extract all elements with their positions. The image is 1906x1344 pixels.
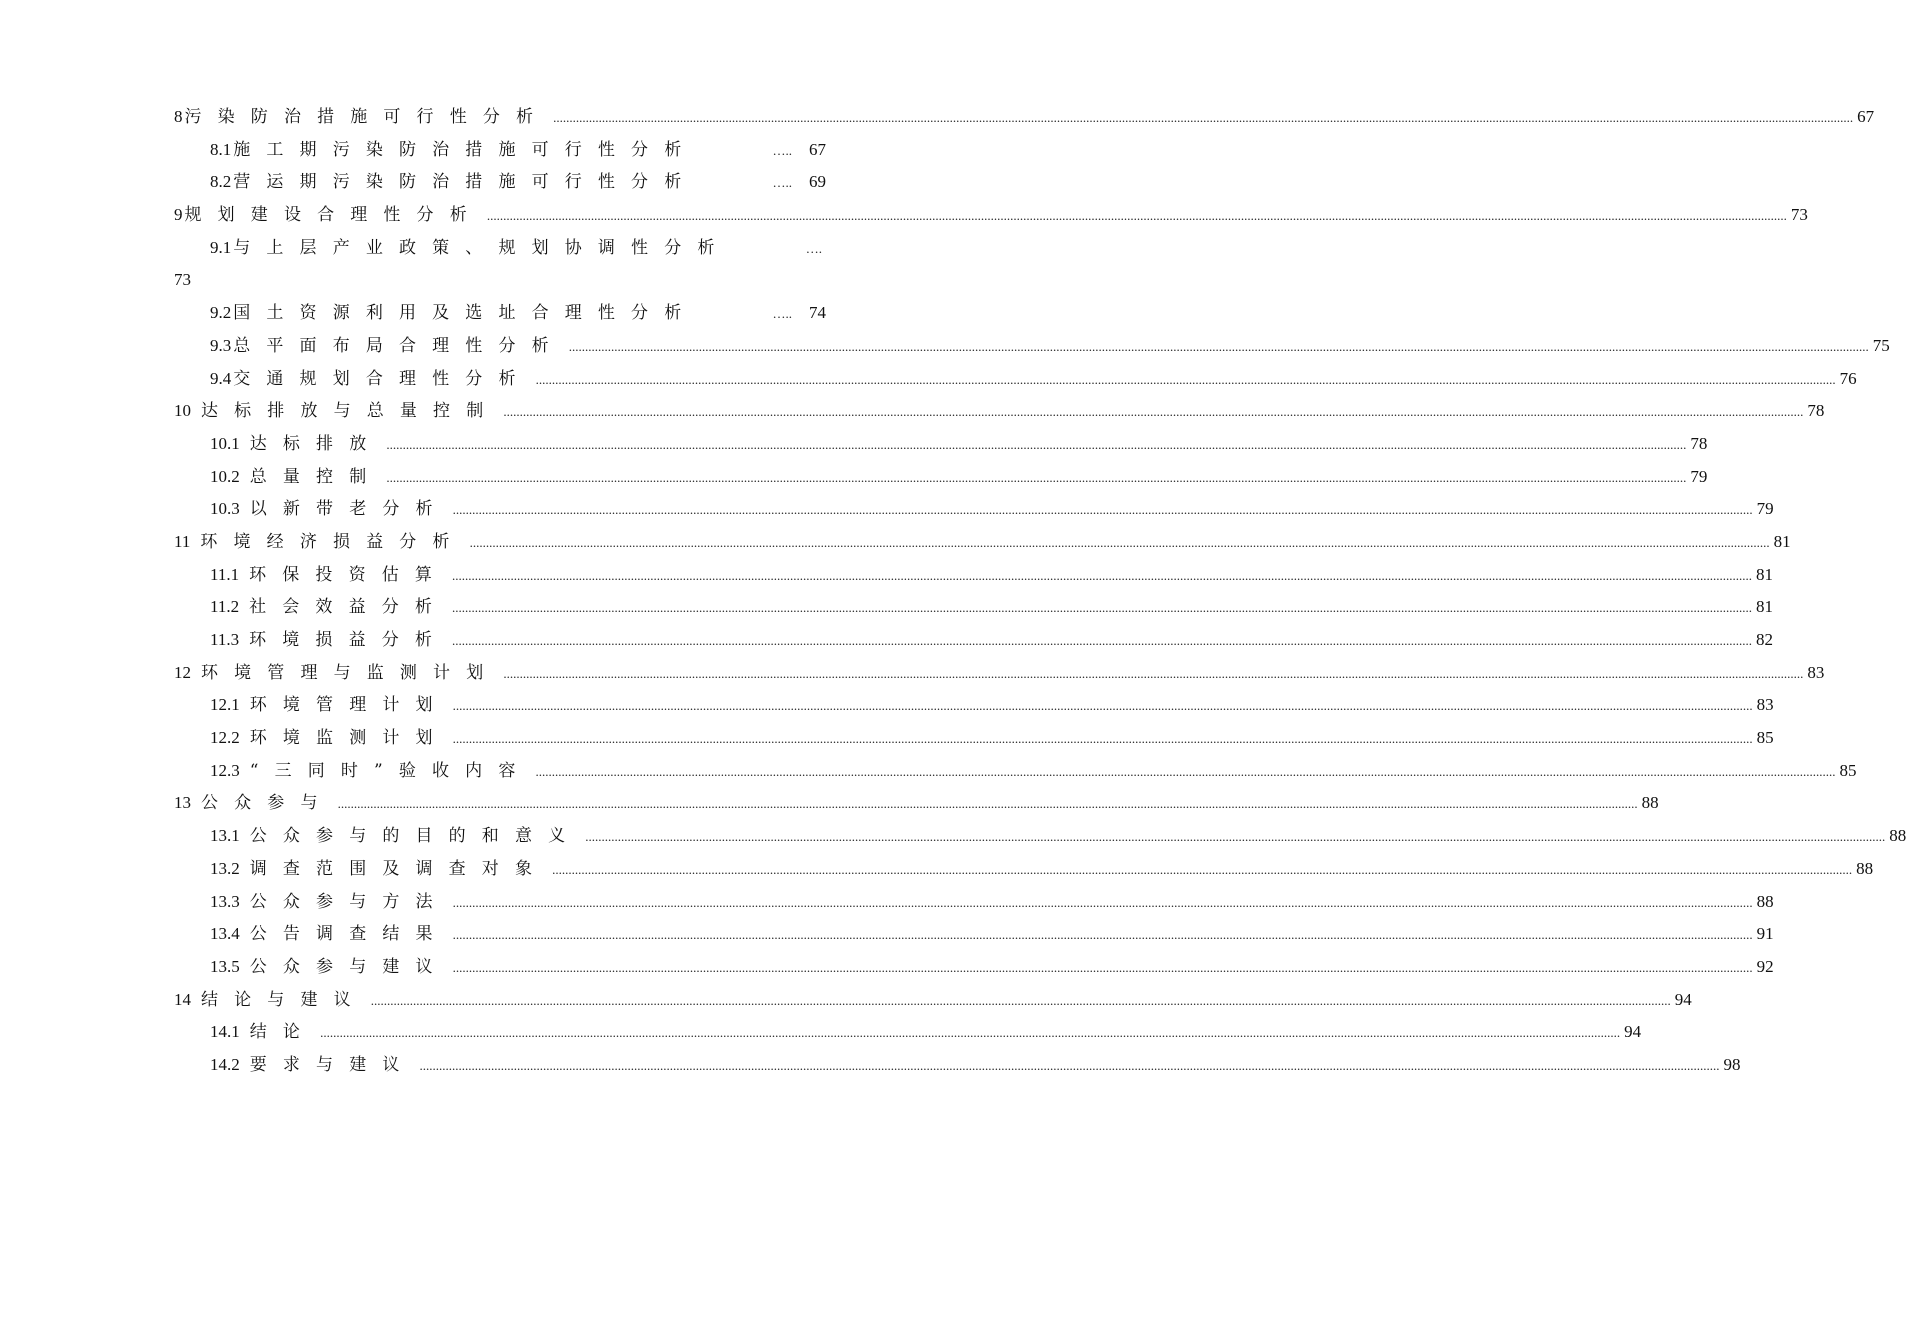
toc-entry-number: 10 — [174, 401, 191, 421]
toc-entry[interactable] — [174, 297, 826, 330]
toc-entry[interactable] — [174, 918, 1774, 951]
toc-entry-number: 11 — [174, 531, 191, 551]
toc-entry-title: 结论与建议 — [201, 989, 367, 1010]
toc-entry-title: 环境管理与监测计划 — [201, 662, 500, 683]
toc-entry[interactable] — [174, 101, 1875, 134]
toc-entry[interactable] — [174, 886, 1774, 919]
toc-entry-page: 75 — [1872, 335, 1890, 355]
toc-entry-title: 环境损益分析 — [249, 630, 449, 650]
toc-entry-leader: ................................................................................................................................................................................................................................................................................................................................................................................................................ — [553, 110, 1854, 125]
toc-entry-number: 9.1 — [210, 237, 232, 257]
toc-entry-leader: ................................................................................................................................................................................................................................................................................................................................................................................................................ — [452, 698, 1753, 714]
toc-entry-page: 94 — [1674, 989, 1692, 1009]
toc-entry-leader: ................................................................................................................................................................................................................................................................................................................................................................................................................ — [452, 927, 1753, 943]
toc-entry[interactable] — [174, 330, 1890, 363]
toc-entry[interactable] — [174, 722, 1774, 755]
toc-entry-leader: ................................................................................................................................................................................................................................................................................................................................................................................................................ — [585, 829, 1886, 845]
toc-entry-number: 13 — [174, 793, 191, 813]
toc-entry-leader: ................................................................................................................................................................................................................................................................................................................................................................................................................ — [337, 796, 1638, 812]
toc-entry-title: 总量控制 — [249, 466, 383, 487]
toc-entry-leader: ................................................................................................................................................................................................................................................................................................................................................................................................................ — [452, 731, 1753, 747]
toc-entry[interactable] — [174, 493, 1774, 526]
toc-entry[interactable] — [174, 199, 1808, 232]
toc-entry-number: 13.2 — [210, 858, 240, 878]
toc-entry-leader: ….. — [772, 175, 792, 191]
toc-entry-leader: ................................................................................................................................................................................................................................................................................................................................................................................................................ — [503, 404, 1804, 420]
toc-entry[interactable] — [174, 1016, 1642, 1049]
toc-entry-leader: ................................................................................................................................................................................................................................................................................................................................................................................................................ — [452, 894, 1753, 910]
toc-entry-number: 9.4 — [210, 368, 232, 388]
toc-entry-leader: ................................................................................................................................................................................................................................................................................................................................................................................................................ — [386, 469, 1687, 485]
toc-entry-leader: ................................................................................................................................................................................................................................................................................................................................................................................................................ — [535, 371, 1836, 387]
toc-entry[interactable] — [174, 689, 1774, 722]
toc-entry-title: 公众参与的目的和意义 — [249, 826, 582, 847]
toc-entry-page: 78 — [1807, 401, 1825, 421]
toc-entry-leader: ................................................................................................................................................................................................................................................................................................................................................................................................................ — [469, 534, 1770, 550]
toc-entry-leader: ….. — [772, 306, 792, 322]
toc-entry-number: 12.3 — [210, 760, 240, 780]
toc-entry-title: 环境管理计划 — [249, 695, 449, 716]
toc-entry-number: 10.1 — [210, 433, 240, 453]
toc-entry-leader: ................................................................................................................................................................................................................................................................................................................................................................................................................ — [370, 992, 1671, 1008]
toc-entry[interactable] — [174, 363, 1857, 396]
toc-entry-page: 91 — [1756, 924, 1774, 944]
toc-entry-page: 83 — [1807, 662, 1825, 682]
toc-entry-number: 8 — [174, 107, 183, 126]
toc-entry[interactable] — [174, 428, 1708, 461]
toc-entry-title: 国土资源利用及选址合理性分析 — [233, 303, 698, 324]
toc-entry-page: 81 — [1756, 564, 1774, 584]
toc-entry[interactable] — [174, 1049, 1741, 1082]
toc-entry[interactable] — [174, 166, 826, 199]
toc-entry-page: 88 — [1756, 891, 1774, 911]
toc-entry-number: 10.2 — [210, 466, 240, 486]
toc-entry-page: 82 — [1756, 630, 1774, 649]
toc-entry-leader: ................................................................................................................................................................................................................................................................................................................................................................................................................ — [320, 1025, 1621, 1041]
toc-entry-page: 85 — [1756, 728, 1774, 748]
toc-entry-number: 9 — [174, 205, 183, 225]
toc-entry-leader: ................................................................................................................................................................................................................................................................................................................................................................................................................ — [452, 567, 1753, 583]
toc-entry-title: 环保投资估算 — [249, 564, 449, 585]
toc-entry-page: 88 — [1856, 858, 1874, 878]
toc-entry[interactable] — [174, 820, 1906, 853]
toc-entry-leader: ................................................................................................................................................................................................................................................................................................................................................................................................................ — [452, 959, 1753, 975]
toc-entry-page: 88 — [1889, 826, 1906, 846]
toc-entry-page: 94 — [1624, 1022, 1642, 1042]
toc-entry-number: 8.2 — [210, 172, 232, 192]
toc-entry-page: 73 — [1790, 205, 1808, 225]
toc-entry-title: 公众参与 — [201, 793, 334, 814]
toc-entry-title: 总平面布局合理性分析 — [233, 335, 565, 356]
toc-entry[interactable] — [174, 624, 1774, 657]
toc-entry-title: 达标排放与总量控制 — [201, 401, 500, 422]
toc-entry[interactable] — [174, 984, 1692, 1017]
toc-entry-page: 88 — [1641, 793, 1659, 813]
toc-entry[interactable] — [174, 461, 1708, 494]
toc-entry-title: 环境监测计划 — [249, 728, 449, 749]
toc-entry-leader: ................................................................................................................................................................................................................................................................................................................................................................................................................ — [419, 1057, 1720, 1073]
toc-entry-number: 8.1 — [210, 139, 232, 159]
toc-entry-page: 67 — [809, 139, 826, 159]
toc-entry-title: 环境经济损益分析 — [200, 531, 466, 552]
toc-entry-page: 74 — [809, 303, 826, 323]
toc-entry-page: 76 — [1839, 368, 1857, 388]
toc-entry-page: 78 — [1690, 433, 1708, 453]
toc-entry-leader: ................................................................................................................................................................................................................................................................................................................................................................................................................ — [535, 763, 1836, 779]
toc-entry[interactable] — [174, 787, 1659, 820]
toc-entry-title: “三同时”验收内容 — [249, 760, 532, 781]
toc-entry-number: 13.5 — [210, 956, 240, 976]
toc-entry-page: 85 — [1839, 760, 1857, 780]
toc-entry-title: 交通规划合理性分析 — [233, 368, 532, 389]
toc-entry-leader: ................................................................................................................................................................................................................................................................................................................................................................................................................ — [503, 665, 1804, 681]
toc-entry-title: 公告调查结果 — [249, 924, 449, 945]
toc-entry-title: 营运期污染防治措施可行性分析 — [233, 172, 698, 193]
toc-entry-leader: ….. — [772, 142, 792, 158]
toc-entry-leader: ................................................................................................................................................................................................................................................................................................................................................................................................................ — [486, 208, 1787, 224]
toc-entry-title: 公众参与方法 — [249, 891, 449, 912]
toc-entry-page: 69 — [809, 172, 826, 192]
toc-entry-page: 83 — [1756, 695, 1774, 715]
toc-entry-title: 污染防治措施可行性分析 — [184, 107, 550, 127]
toc-entry[interactable] — [174, 134, 826, 167]
toc-entry-page: 67 — [1857, 107, 1875, 126]
toc-entry-number: 12.2 — [210, 728, 240, 748]
toc-entry-number: 13.3 — [210, 891, 240, 911]
toc-entry[interactable] — [174, 951, 1774, 984]
toc-entry-number: 14.1 — [210, 1022, 240, 1042]
toc-entry[interactable] — [174, 232, 826, 265]
toc-entry-page: 98 — [1723, 1054, 1741, 1074]
toc-entry-number: 14 — [174, 989, 191, 1009]
toc-entry-title: 社会效益分析 — [249, 597, 449, 618]
toc-entry-number: 11.3 — [210, 630, 240, 649]
toc-entry-leader: ................................................................................................................................................................................................................................................................................................................................................................................................................ — [452, 600, 1753, 616]
toc-entry-title: 以新带老分析 — [249, 499, 449, 520]
toc-entry-page: 81 — [1756, 597, 1774, 617]
toc-entry[interactable] — [174, 755, 1857, 788]
toc-entry-number: 13.4 — [210, 924, 240, 944]
toc-entry-page: 73 — [174, 270, 191, 290]
toc-entry-leader: ................................................................................................................................................................................................................................................................................................................................................................................................................ — [552, 861, 1853, 877]
toc-entry[interactable] — [174, 853, 1874, 886]
toc-entry-title: 与上层产业政策、规划协调性分析 — [233, 237, 731, 258]
toc-entry-number: 9.3 — [210, 335, 232, 355]
toc-entry-title: 规划建设合理性分析 — [184, 205, 483, 226]
toc-entry-title: 结论 — [249, 1022, 317, 1043]
toc-entry-title: 要求与建议 — [249, 1054, 416, 1075]
toc-entry-leader: ................................................................................................................................................................................................................................................................................................................................................................................................................ — [568, 338, 1869, 354]
toc-entry[interactable] — [174, 657, 1825, 690]
toc-entry-number: 12 — [174, 662, 191, 682]
toc-entry-page: 92 — [1756, 956, 1774, 976]
toc-entry[interactable] — [174, 559, 1774, 592]
toc-entry-page: 79 — [1756, 499, 1774, 519]
toc-entry-title: 施工期污染防治措施可行性分析 — [233, 139, 698, 160]
toc-entry-page: 81 — [1773, 531, 1791, 551]
toc-entry-number: 11.2 — [210, 597, 240, 617]
toc-entry-title: 达标排放 — [249, 433, 383, 454]
toc-entry-number: 9.2 — [210, 303, 232, 323]
toc-entry[interactable] — [174, 395, 1825, 428]
toc-entry-leader: ................................................................................................................................................................................................................................................................................................................................................................................................................ — [452, 633, 1753, 648]
toc-entry[interactable] — [174, 591, 1774, 624]
toc-entry-title: 调查范围及调查对象 — [249, 858, 549, 879]
table-of-contents — [174, 101, 1906, 1082]
toc-entry-page: 79 — [1690, 466, 1708, 486]
toc-entry[interactable] — [174, 526, 1791, 559]
toc-entry-continuation — [174, 264, 826, 297]
toc-entry-number: 13.1 — [210, 826, 240, 846]
toc-entry-number: 14.2 — [210, 1054, 240, 1074]
toc-entry-leader: …. — [805, 240, 822, 256]
toc-entry-title: 公众参与建议 — [249, 956, 449, 977]
toc-entry-leader: ................................................................................................................................................................................................................................................................................................................................................................................................................ — [452, 502, 1753, 518]
toc-entry-number: 10.3 — [210, 499, 240, 519]
toc-entry-number: 12.1 — [210, 695, 240, 715]
toc-entry-number: 11.1 — [210, 564, 240, 584]
toc-entry-leader: ................................................................................................................................................................................................................................................................................................................................................................................................................ — [386, 436, 1687, 452]
